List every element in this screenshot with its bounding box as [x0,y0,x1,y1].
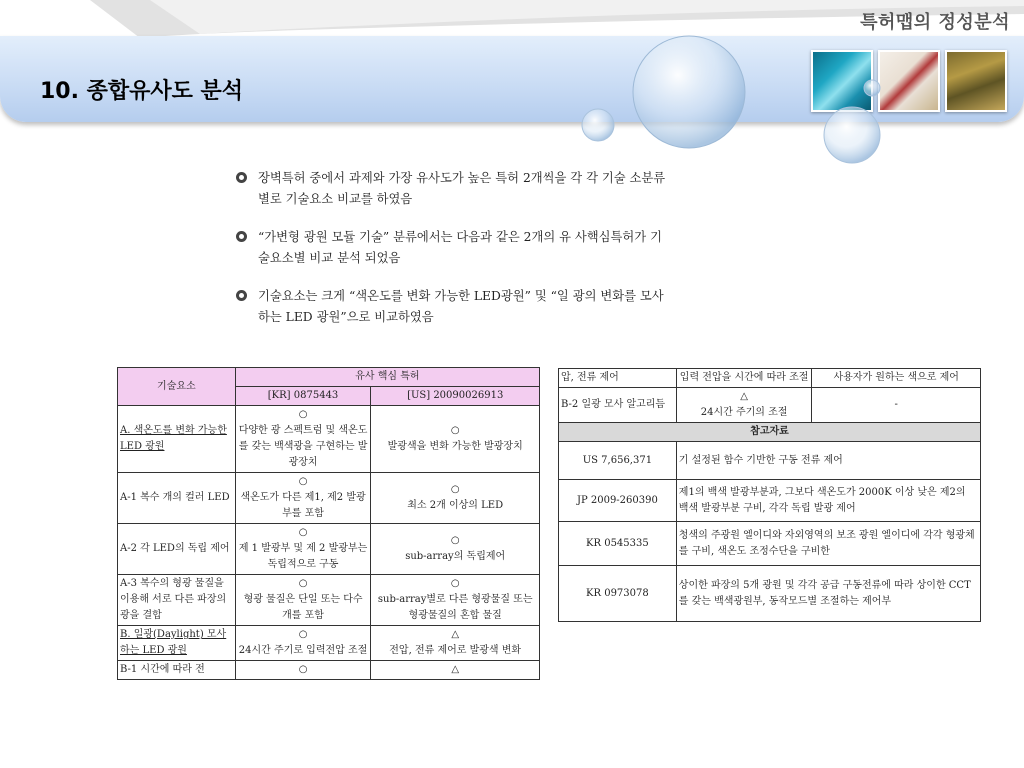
kr-desc: 다양한 광 스펙트럼 및 색온도를 갖는 백색광을 구현하는 발광장치 [238,425,368,468]
bubble-medium [824,107,880,163]
us-cell [371,406,540,473]
us-cell [371,575,540,626]
row-label: A-1 복수 개의 컬러 LED [118,473,236,524]
kr-cell [235,661,371,680]
us-desc: sub-array별로 다른 형광물질 또는 형광물질의 혼합 물질 [377,594,533,621]
row-label: B-2 일광 모사 알고리듬 [559,388,677,423]
kr-cell [235,626,371,661]
bubble-small [582,109,614,141]
us-cell [371,473,540,524]
kr-desc: 24시간 주기의 조절 [700,407,788,418]
patent-header-kr: [KR] 0875443 [235,387,371,406]
reference-desc: 기 설정된 함수 기반한 구동 전류 제어 [676,442,980,480]
us-desc: 사용자가 원하는 색으로 제어 [812,369,981,388]
kr-desc: 제 1 발광부 및 제 2 발광부는 독립적으로 구동 [238,543,368,570]
reference-row [559,442,981,480]
us-mark: △ [451,664,460,675]
kr-desc: 색온도가 다른 제1, 제2 발광부를 포함 [240,492,366,519]
row-label: 압, 전류 제어 [559,369,677,388]
table-row [118,473,540,524]
reference-row [559,480,981,522]
reference-row [559,522,981,566]
bullet-icon [236,231,247,242]
us-cell [371,524,540,575]
bullet-item [236,286,668,328]
presentation-brand: 특허맵의 정성분석 [860,12,1010,33]
row-label: A-3 복수의 형광 물질을 이용해 서로 다른 파장의 광을 결합 [118,575,236,626]
table-row [118,524,540,575]
kr-desc: 24시간 주기로 입력전압 조절 [238,645,368,656]
us-mark: ○ [450,425,460,436]
us-mark: ○ [450,535,460,546]
kr-desc: 형광 물질은 단일 또는 다수 개를 포함 [243,594,363,621]
bullet-item [236,227,668,269]
us-desc: sub-array의 독립제어 [405,551,506,562]
reference-id: KR 0973078 [559,566,677,622]
bullet-icon [236,172,247,183]
us-desc: 전압, 전류 제어로 발광색 변화 [389,645,522,656]
reference-desc: 청색의 주광원 엘이디와 자외영역의 보조 광원 엘이디에 각각 형광체를 구비, 색온도 조정수단을 구비한 [676,522,980,566]
kr-mark: ○ [298,664,308,675]
table-row [118,661,540,680]
reference-id: KR 0545335 [559,522,677,566]
kr-cell [235,473,371,524]
kr-mark: ○ [298,578,308,589]
kr-mark: ○ [298,476,308,487]
table-row [118,575,540,626]
kr-mark: ○ [298,629,308,640]
bullet-icon [236,290,247,301]
kr-cell [235,524,371,575]
group-header-patents: 유사 핵심 특허 [235,368,539,387]
bubble-large [633,36,745,148]
page-title: 10. 종합유사도 분석 [40,79,244,104]
kr-cell [235,575,371,626]
bullet-list [236,168,668,345]
reference-row [559,566,981,622]
kr-mark: ○ [298,409,308,420]
us-mark: ○ [450,578,460,589]
bullet-text: 기술요소는 크게 “색온도를 변화 가능한 LED광원” 및 “일 광의 변화를 모사하는 LED 광원”으로 비교하였음 [258,289,664,324]
us-mark: △ [451,629,460,640]
kr-cell [235,406,371,473]
us-mark: ○ [450,484,460,495]
us-desc: 발광색을 변화 가능한 발광장치 [387,441,523,452]
row-label: A-2 각 LED의 독립 제어 [118,524,236,575]
table-row [559,388,981,423]
patent-header-us: [US] 20090026913 [371,387,540,406]
row-label: B. 일광(Daylight) 모사하는 LED 광원 [118,626,236,661]
reference-id: US 7,656,371 [559,442,677,480]
bullet-text: “가변형 광원 모듈 기술” 분류에서는 다음과 같은 2개의 유 사핵심특허가 기술요소별 비교 분석 되었음 [258,230,662,265]
table-row [118,626,540,661]
reference-desc: 상이한 파장의 5개 광원 및 각각 공급 구동전류에 따라 상이한 CCT를 갖는 백색광원부, 동작모드별 조절하는 제어부 [676,566,980,622]
reference-desc: 제1의 백색 발광부분과, 그보다 색온도가 2000K 이상 낮은 제2의 백색 발광부분 구비, 각각 독립 발광 제어 [676,480,980,522]
kr-cell [676,388,812,423]
row-label: B-1 시간에 따라 전 [118,661,236,680]
reference-header: 참고자료 [559,423,981,442]
row-label: A. 색온도를 변화 가능한 LED 광원 [118,406,236,473]
table-row [559,369,981,388]
us-cell [371,626,540,661]
us-cell [371,661,540,680]
bubble-tiny [864,80,880,96]
us-desc: 최소 2개 이상의 LED [407,500,504,511]
kr-desc: 입력 전압을 시간에 따라 조절 [676,369,812,388]
us-desc: - [812,388,981,423]
comparison-table-left [117,367,540,680]
comparison-table-right [558,368,981,622]
reference-id: JP 2009-260390 [559,480,677,522]
table-row [118,406,540,473]
kr-mark: △ [740,391,748,402]
bullet-text: 장벽특허 중에서 과제와 가장 유사도가 높은 특허 2개씩을 각 각 기술 소분류별로 기술요소 비교를 하였음 [258,171,666,206]
col-header-element: 기술요소 [118,368,236,406]
kr-mark: ○ [298,527,308,538]
bullet-item [236,168,668,210]
